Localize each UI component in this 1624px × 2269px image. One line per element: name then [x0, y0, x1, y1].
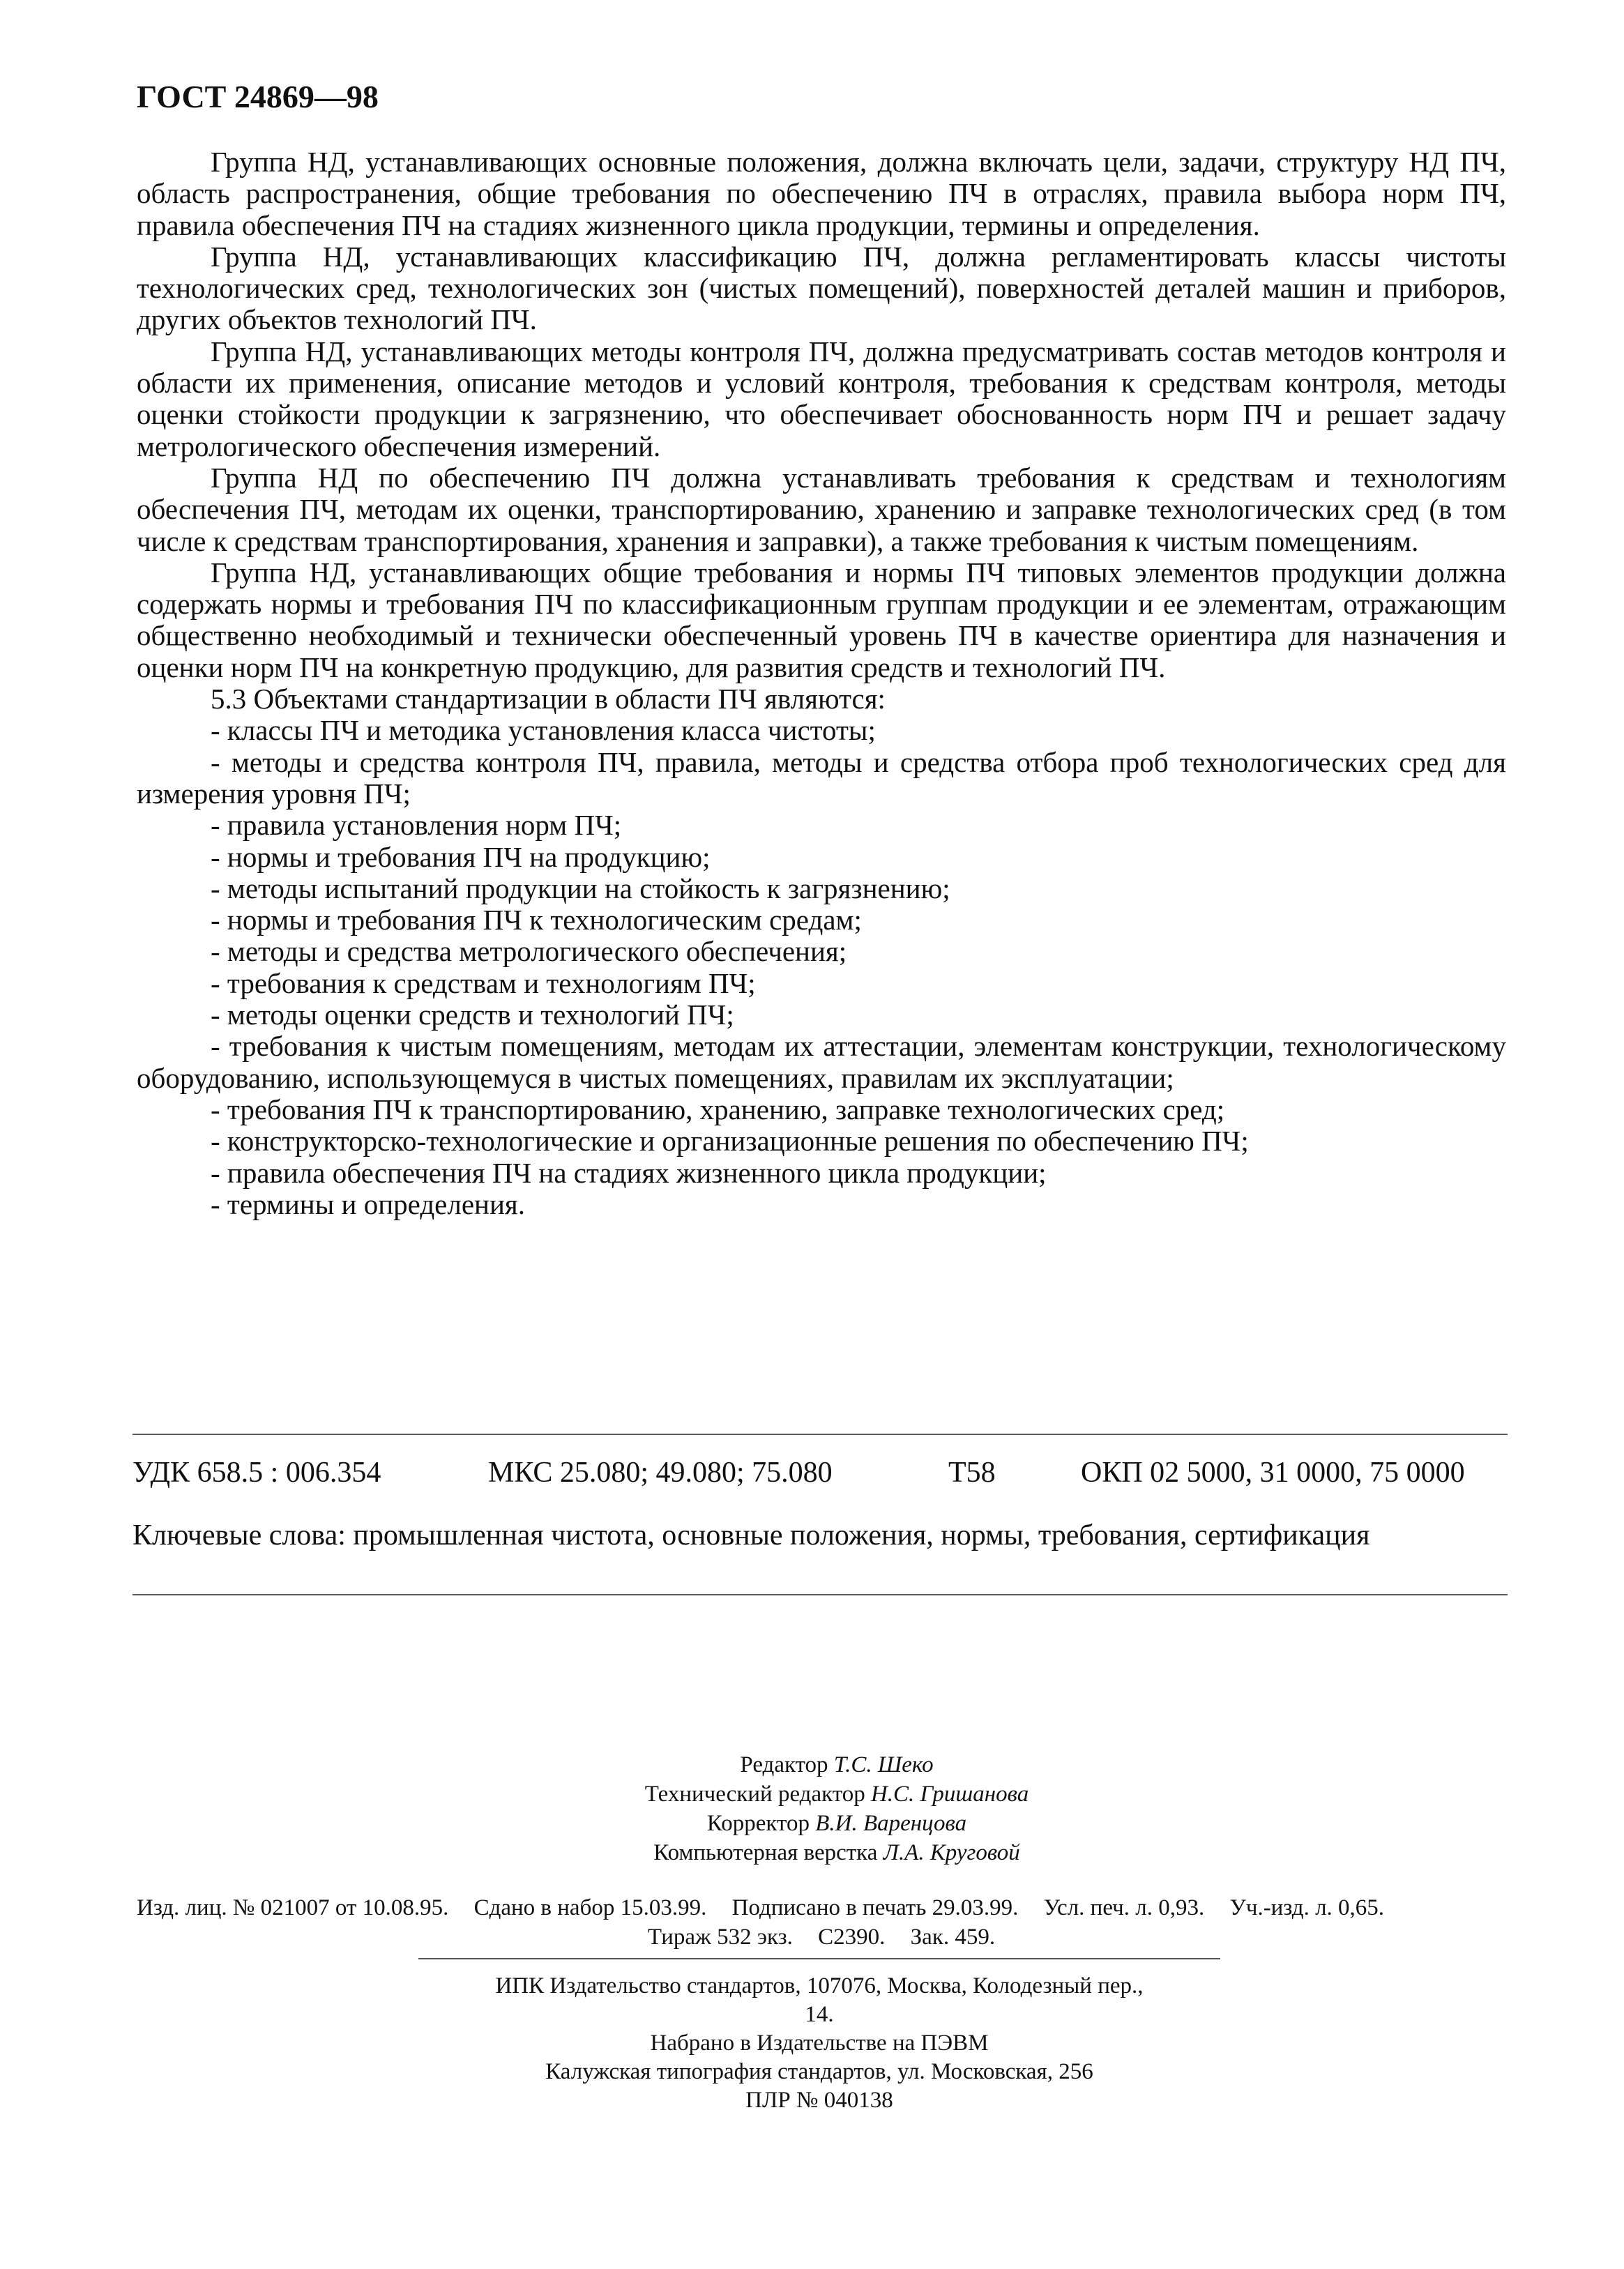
tech-editor-line: Технический редактор Н.С. Гришанова	[644, 1782, 1029, 1807]
udk-code: УДК 658.5 : 006.354	[132, 1457, 381, 1489]
editor-line: Редактор Т.С. Шеко	[740, 1752, 934, 1777]
list-item: - термины и определения.	[211, 1187, 526, 1220]
publication-line	[137, 1922, 1506, 1952]
list-item: - требования ПЧ к транспортированию, хранению, заправке технологических сред;	[211, 1093, 1225, 1125]
okp-code: ОКП 02 5000, 31 0000, 75 0000	[1081, 1457, 1465, 1489]
publication-line	[137, 1893, 1506, 1922]
printer-line: Калужская типография стандартов, ул. Московская, 256	[545, 2059, 1093, 2084]
keywords: Ключевые слова: промышленная чистота, основные положения, нормы, требования, сертификация	[132, 1519, 1370, 1551]
divider	[132, 1594, 1508, 1595]
paragraph: Группа НД, устанавливающих основные положения, должна включать цели, задачи, структуру НД ПЧ, область распространения, общие требования по обеспечению ПЧ в отраслях, правила выбора норм ПЧ, правила обеспечения ПЧ на стадиях жизненного цикла продукции, термины и определения.	[137, 146, 1506, 241]
circulation: Тираж 532 экз.	[647, 1925, 793, 1950]
list-item: - требования к средствам и технологиям ПЧ;	[211, 966, 756, 999]
typeset-date: Сдано в набор 15.03.99.	[473, 1895, 707, 1920]
printer-line: ИПК Издательство стандартов, 107076, Москва, Колодезный пер., 14.	[495, 1973, 1144, 2027]
list-item: - классы ПЧ и методика установления класса чистоты;	[211, 714, 876, 747]
divider	[418, 1958, 1220, 1959]
order-number: Зак. 459.	[910, 1925, 996, 1950]
credits	[607, 1750, 1067, 1867]
paragraph: Группа НД, устанавливающих методы контроля ПЧ, должна предусматривать состав методов контроля и области их применения, описание методов и условий контроля, требования к средствам контроля, методы оценки стойкости продукции к загрязнению, что обеспечивает обоснованность норм ПЧ и решает задачу метрологического обеспечения измерений.	[137, 335, 1506, 462]
section-intro: 5.3 Объектами стандартизации в области ПЧ являются:	[211, 683, 886, 715]
paragraph: Группа НД, устанавливающих классификацию ПЧ, должна регламентировать классы чистоты технологических сред, технологических зон (чистых помещений), поверхностей деталей машин и приборов, других объектов технологий ПЧ.	[137, 240, 1506, 336]
printer-info	[488, 1972, 1151, 2115]
print-code: С2390.	[818, 1925, 886, 1950]
license: Изд. лиц. № 021007 от 10.08.95.	[137, 1895, 449, 1920]
corrector-line: Корректор В.И. Варенцова	[706, 1811, 967, 1836]
list-item: - требования к чистым помещениям, методам их аттестации, элементам конструкции, технологическому оборудованию, использующемуся в чистых помещениях, правилам их эксплуатации;	[137, 1030, 1506, 1094]
list-item: - правила обеспечения ПЧ на стадиях жизненного цикла продукции;	[211, 1156, 1047, 1189]
paragraph: Группа НД, устанавливающих общие требования и нормы ПЧ типовых элементов продукции должна содержать нормы и требования ПЧ по классификационным группам продукции и ее элементам, отражающим общественно необходимый и технически обеспеченный уровень ПЧ в качестве ориентира для назначения и оценки норм ПЧ на конкретную продукцию, для развития средств и технологий ПЧ.	[137, 556, 1506, 683]
list-item: - методы испытаний продукции на стойкость к загрязнению;	[211, 872, 950, 904]
mks-code: МКС 25.080; 49.080; 75.080	[488, 1457, 833, 1489]
list-item: - методы и средства метрологического обеспечения;	[211, 935, 847, 968]
list-item: - правила установления норм ПЧ;	[211, 809, 622, 842]
body-text	[137, 146, 1506, 1220]
pub-sheets: Уч.-изд. л. 0,65.	[1229, 1895, 1385, 1920]
list-item: - методы и средства контроля ПЧ, правила, методы и средства отбора проб технологических сред для измерения уровня ПЧ;	[137, 745, 1506, 810]
layout-line: Компьютерная верстка Л.А. Круговой	[653, 1840, 1020, 1865]
printer-line: ПЛР № 040138	[745, 2088, 893, 2113]
list-item: - нормы и требования ПЧ на продукцию;	[211, 840, 711, 873]
divider	[132, 1434, 1508, 1435]
list-item: - методы оценки средств и технологий ПЧ;	[211, 999, 734, 1031]
standard-number: ГОСТ 24869—98	[137, 79, 379, 114]
signed-date: Подписано в печать 29.03.99.	[731, 1895, 1019, 1920]
t-code: Т58	[948, 1457, 996, 1489]
print-sheets: Усл. печ. л. 0,93.	[1043, 1895, 1205, 1920]
list-item: - нормы и требования ПЧ к технологическим средам;	[211, 904, 862, 936]
paragraph: Группа НД по обеспечению ПЧ должна устанавливать требования к средствам и технологиям обеспечения ПЧ, методам их оценки, транспортированию, хранению и заправке технологических сред (в том числе к средствам транспортирования, хранения и заправки), а также требования к чистым помещениям.	[137, 461, 1506, 557]
list-item: - конструкторско-технологические и организационные решения по обеспечению ПЧ;	[211, 1125, 1249, 1158]
printer-line: Набрано в Издательстве на ПЭВМ	[650, 2031, 989, 2056]
